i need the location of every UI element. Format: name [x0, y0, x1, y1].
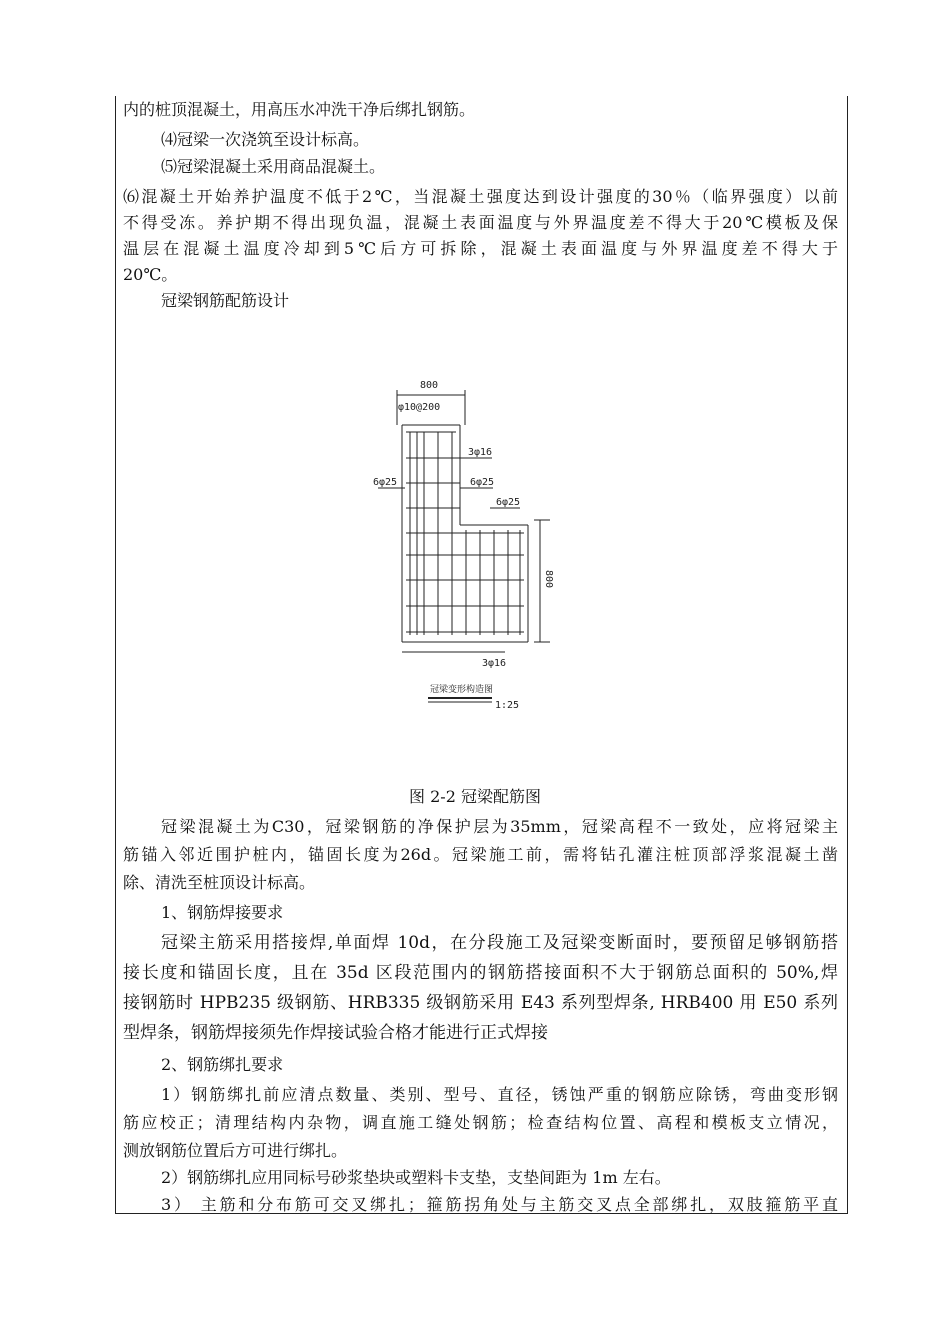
section-title: 2、钢筋绑扎要求 [161, 1055, 284, 1074]
drawing-title: 冠梁变形构造图 [430, 685, 494, 695]
text-line: 筋锚入邻近围护桩内，锚固长度为26d。冠梁施工前，需将钻孔灌注桩顶部浮浆混凝土凿 [123, 845, 838, 864]
stirrup-label: φ10@200 [398, 402, 441, 413]
text-line: 20℃。 [123, 265, 178, 284]
text-line: 接长度和锚固长度，且在 35d 区段范围内的钢筋搭接面积不大于钢筋总面积的 50%,焊 [123, 963, 838, 983]
text-line: 3） 主筋和分布筋可交叉绑扎；箍筋拐角处与主筋交叉点全部绑扎，双肢箍筋平直 [161, 1195, 838, 1214]
text-line: 冠梁主筋采用搭接焊,单面焊 10d，在分段施工及冠梁变断面时，要预留足够钢筋搭 [161, 933, 838, 953]
subheading: 冠梁钢筋配筋设计 [161, 291, 290, 310]
figure-caption: 图 2-2 冠梁配筋图 [409, 787, 541, 806]
rebar-label: 3φ16 [468, 447, 493, 458]
text-line: 温层在混凝土温度冷却到5℃后方可拆除，混凝土表面温度与外界温度差不得大于 [123, 239, 838, 258]
dimension-right: 800 [543, 570, 554, 589]
text-line: ⑷冠梁一次浇筑至设计标高。 [161, 130, 370, 149]
rebar-label: 6φ25 [470, 477, 495, 488]
text-line: 不得受冻。养护期不得出现负温，混凝土表面温度与外界温度差不得大于20℃模板及保 [123, 213, 838, 232]
text-line: 冠梁混凝土为C30，冠梁钢筋的净保护层为35mm，冠梁高程不一致处，应将冠梁主 [161, 817, 838, 836]
text-line: 内的桩顶混凝土，用高压水冲洗干净后绑扎钢筋。 [123, 100, 476, 119]
rebar-label: 6φ25 [373, 477, 398, 488]
text-line: 除、清洗至桩顶设计标高。 [123, 873, 316, 892]
drawing-scale: 1:25 [495, 700, 520, 711]
text-line: 筋应校正；清理结构内杂物，调直施工缝处钢筋；检查结构位置、高程和模板支立情况， [123, 1113, 838, 1132]
rebar-label: 6φ25 [496, 497, 521, 508]
text-line: 型焊条，钢筋焊接须先作焊接试验合格才能进行正式焊接 [123, 1023, 548, 1043]
text-line: ⑹混凝土开始养护温度不低于2℃，当混凝土强度达到设计强度的30％（临界强度）以前 [123, 187, 838, 206]
section-title: 1、钢筋焊接要求 [161, 903, 284, 922]
text-line: ⑸冠梁混凝土采用商品混凝土。 [161, 157, 386, 176]
text-line: 2）钢筋绑扎应用同标号砂浆垫块或塑料卡支垫，支垫间距为 1m 左右。 [161, 1168, 671, 1187]
text-line: 测放钢筋位置后方可进行绑扎。 [123, 1141, 348, 1160]
text-line: 1）钢筋绑扎前应清点数量、类别、型号、直径，锈蚀严重的钢筋应除锈，弯曲变形钢 [161, 1085, 838, 1104]
text-line: 接钢筋时 HPB235 级钢筋、HRB335 级钢筋采用 E43 系列型焊条, HRB400 用 E50 系列 [123, 993, 838, 1013]
reinforcement-drawing [360, 370, 560, 715]
dimension-top: 800 [420, 380, 439, 391]
rebar-label: 3φ16 [482, 658, 507, 669]
